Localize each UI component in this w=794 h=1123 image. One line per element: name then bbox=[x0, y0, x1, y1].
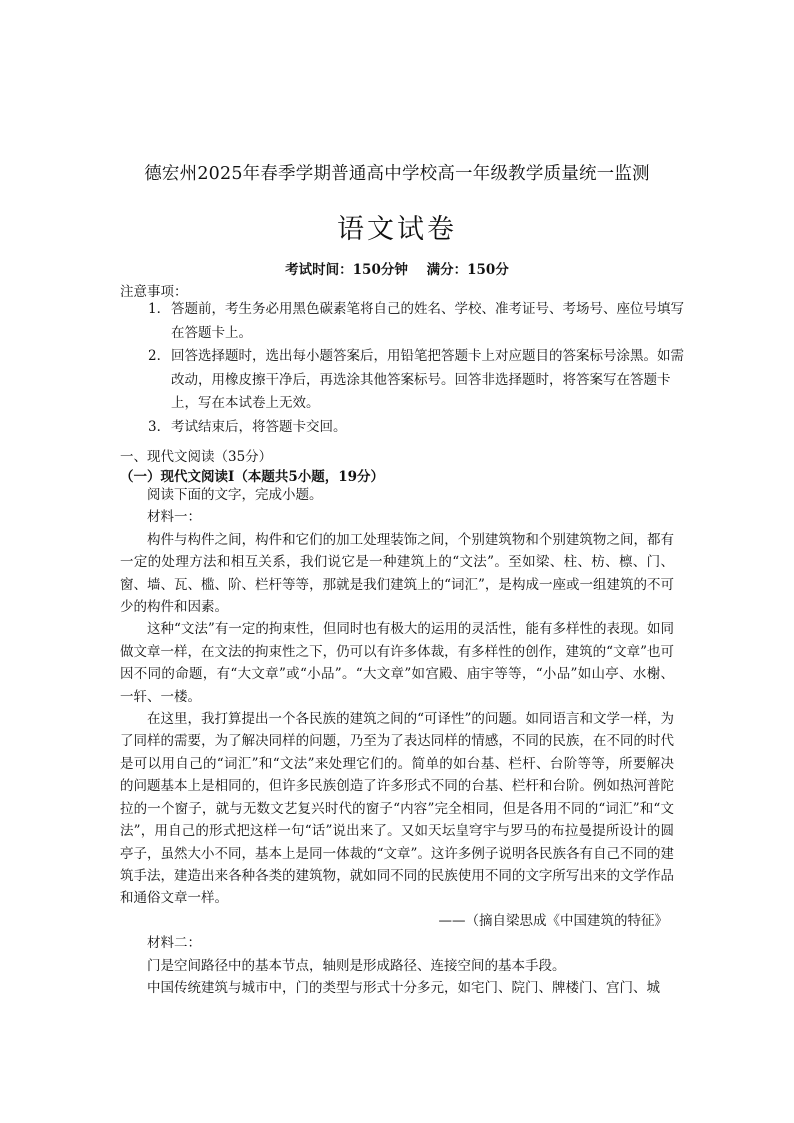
section-heading: 一、现代文阅读（35分） bbox=[120, 449, 273, 465]
passage-paragraph: 中国传统建筑与城市中，门的类型与形式十分多元，如宅门、院门、牌楼门、宫门、城 bbox=[147, 979, 660, 996]
notice-item-text: 考试结束后，将答题卡交回。 bbox=[171, 418, 347, 435]
material-label: 材料二： bbox=[147, 935, 201, 952]
notice-list bbox=[148, 298, 688, 439]
material-label: 材料一： bbox=[147, 509, 201, 526]
reading-passage bbox=[120, 484, 674, 999]
notice-item bbox=[148, 298, 688, 345]
subsection-heading: （一）现代文阅读Ⅰ（本题共5小题，19分） bbox=[120, 469, 384, 485]
notice-item-text: 回答选择题时，选出每小题答案后，用铅笔把答题卡上对应题目的答案标号涂黑。如需改动，用橡皮擦干净后，再选涂其他答案标号。回答非选择题时，将答案写在答题卡上，写在本试卷上无效。 bbox=[171, 348, 684, 411]
notice-item bbox=[148, 345, 688, 416]
exam-title: 德宏州2025年春季学期普通高中学校高一年级教学质量统一监测 bbox=[144, 164, 650, 184]
passage-source: ——（摘自梁思成《中国建筑的特征》 bbox=[438, 912, 668, 929]
notice-item-text: 答题前，考生务必用黑色碳素笔将自己的姓名、学校、准考证号、考场号、座位号填写在答题卡上。 bbox=[171, 301, 684, 341]
exam-time-info: 考试时间：150分钟 满分：150分 bbox=[285, 262, 509, 278]
instruction-paragraph: 阅读下面的文字，完成小题。 bbox=[147, 487, 323, 503]
passage-paragraph: 这种“文法”有一定的拘束性，但同时也有极大的运用的灵活性，能有多样性的表现。如同做文章一样，在文法的拘束性之下，仍可以有许多体裁，有多样性的创作，建筑的“文章”也可因不同的命题，有“大文章”或“小品”。“大文章”如宫殿、庙宇等等，“小品”如山亭、水榭、一轩、一楼。 bbox=[120, 621, 674, 705]
passage-paragraph: 构件与构件之间，构件和它们的加工处理装饰之间，个别建筑物和个别建筑物之间，都有一定的处理方法和相互关系，我们说它是一种建筑上的“文法”。至如梁、柱、枋、檩、门、窗、墙、瓦、槛、阶、栏杆等等，那就是我们建筑上的“词汇”，是构成一座或一组建筑的不可少的构件和因素。 bbox=[120, 531, 674, 616]
notice-heading: 注意事项： bbox=[120, 284, 188, 300]
passage-paragraph: 门是空间路径中的基本节点，轴则是形成路径、连接空间的基本手段。 bbox=[147, 957, 566, 974]
notice-item-number: 1． bbox=[148, 301, 171, 317]
passage-paragraph: 在这里，我打算提出一个各民族的建筑之间的“可译性”的问题。如同语言和文学一样，为了同样的需要，为了解决同样的问题，乃至为了表达同样的情感，不同的民族，在不同的时代是可以用自己的“词汇”和“文法”来处理它们的。简单的如台基、栏杆、台阶等等，所要解决的问题基本上是相同的，但许多民族创造了许多形式不同的台基、栏杆和台阶。例如热河普陀拉的一个窗子，就与无数文艺复兴时代的窗子“内容”完全相同，但是各用不同的“词汇”和“文法”，用自己的形式把这样一句“话”说出来了。又如天坛皇穹宇与罗马的布拉曼提所设计的圆亭子，虽然大小不同，基本上是同一体裁的“文章”。这许多例子说明各民族各有自己不同的建筑手法，建造出来各种各类的建筑物，就如同不同的民族使用不同的文字所写出来的文学作品和通俗文章一样。 bbox=[120, 711, 674, 907]
notice-item-number: 2． bbox=[148, 348, 171, 364]
subject-title: 语文试卷 bbox=[337, 214, 457, 245]
notice-item bbox=[148, 416, 688, 440]
notice-item-number: 3． bbox=[148, 418, 171, 435]
